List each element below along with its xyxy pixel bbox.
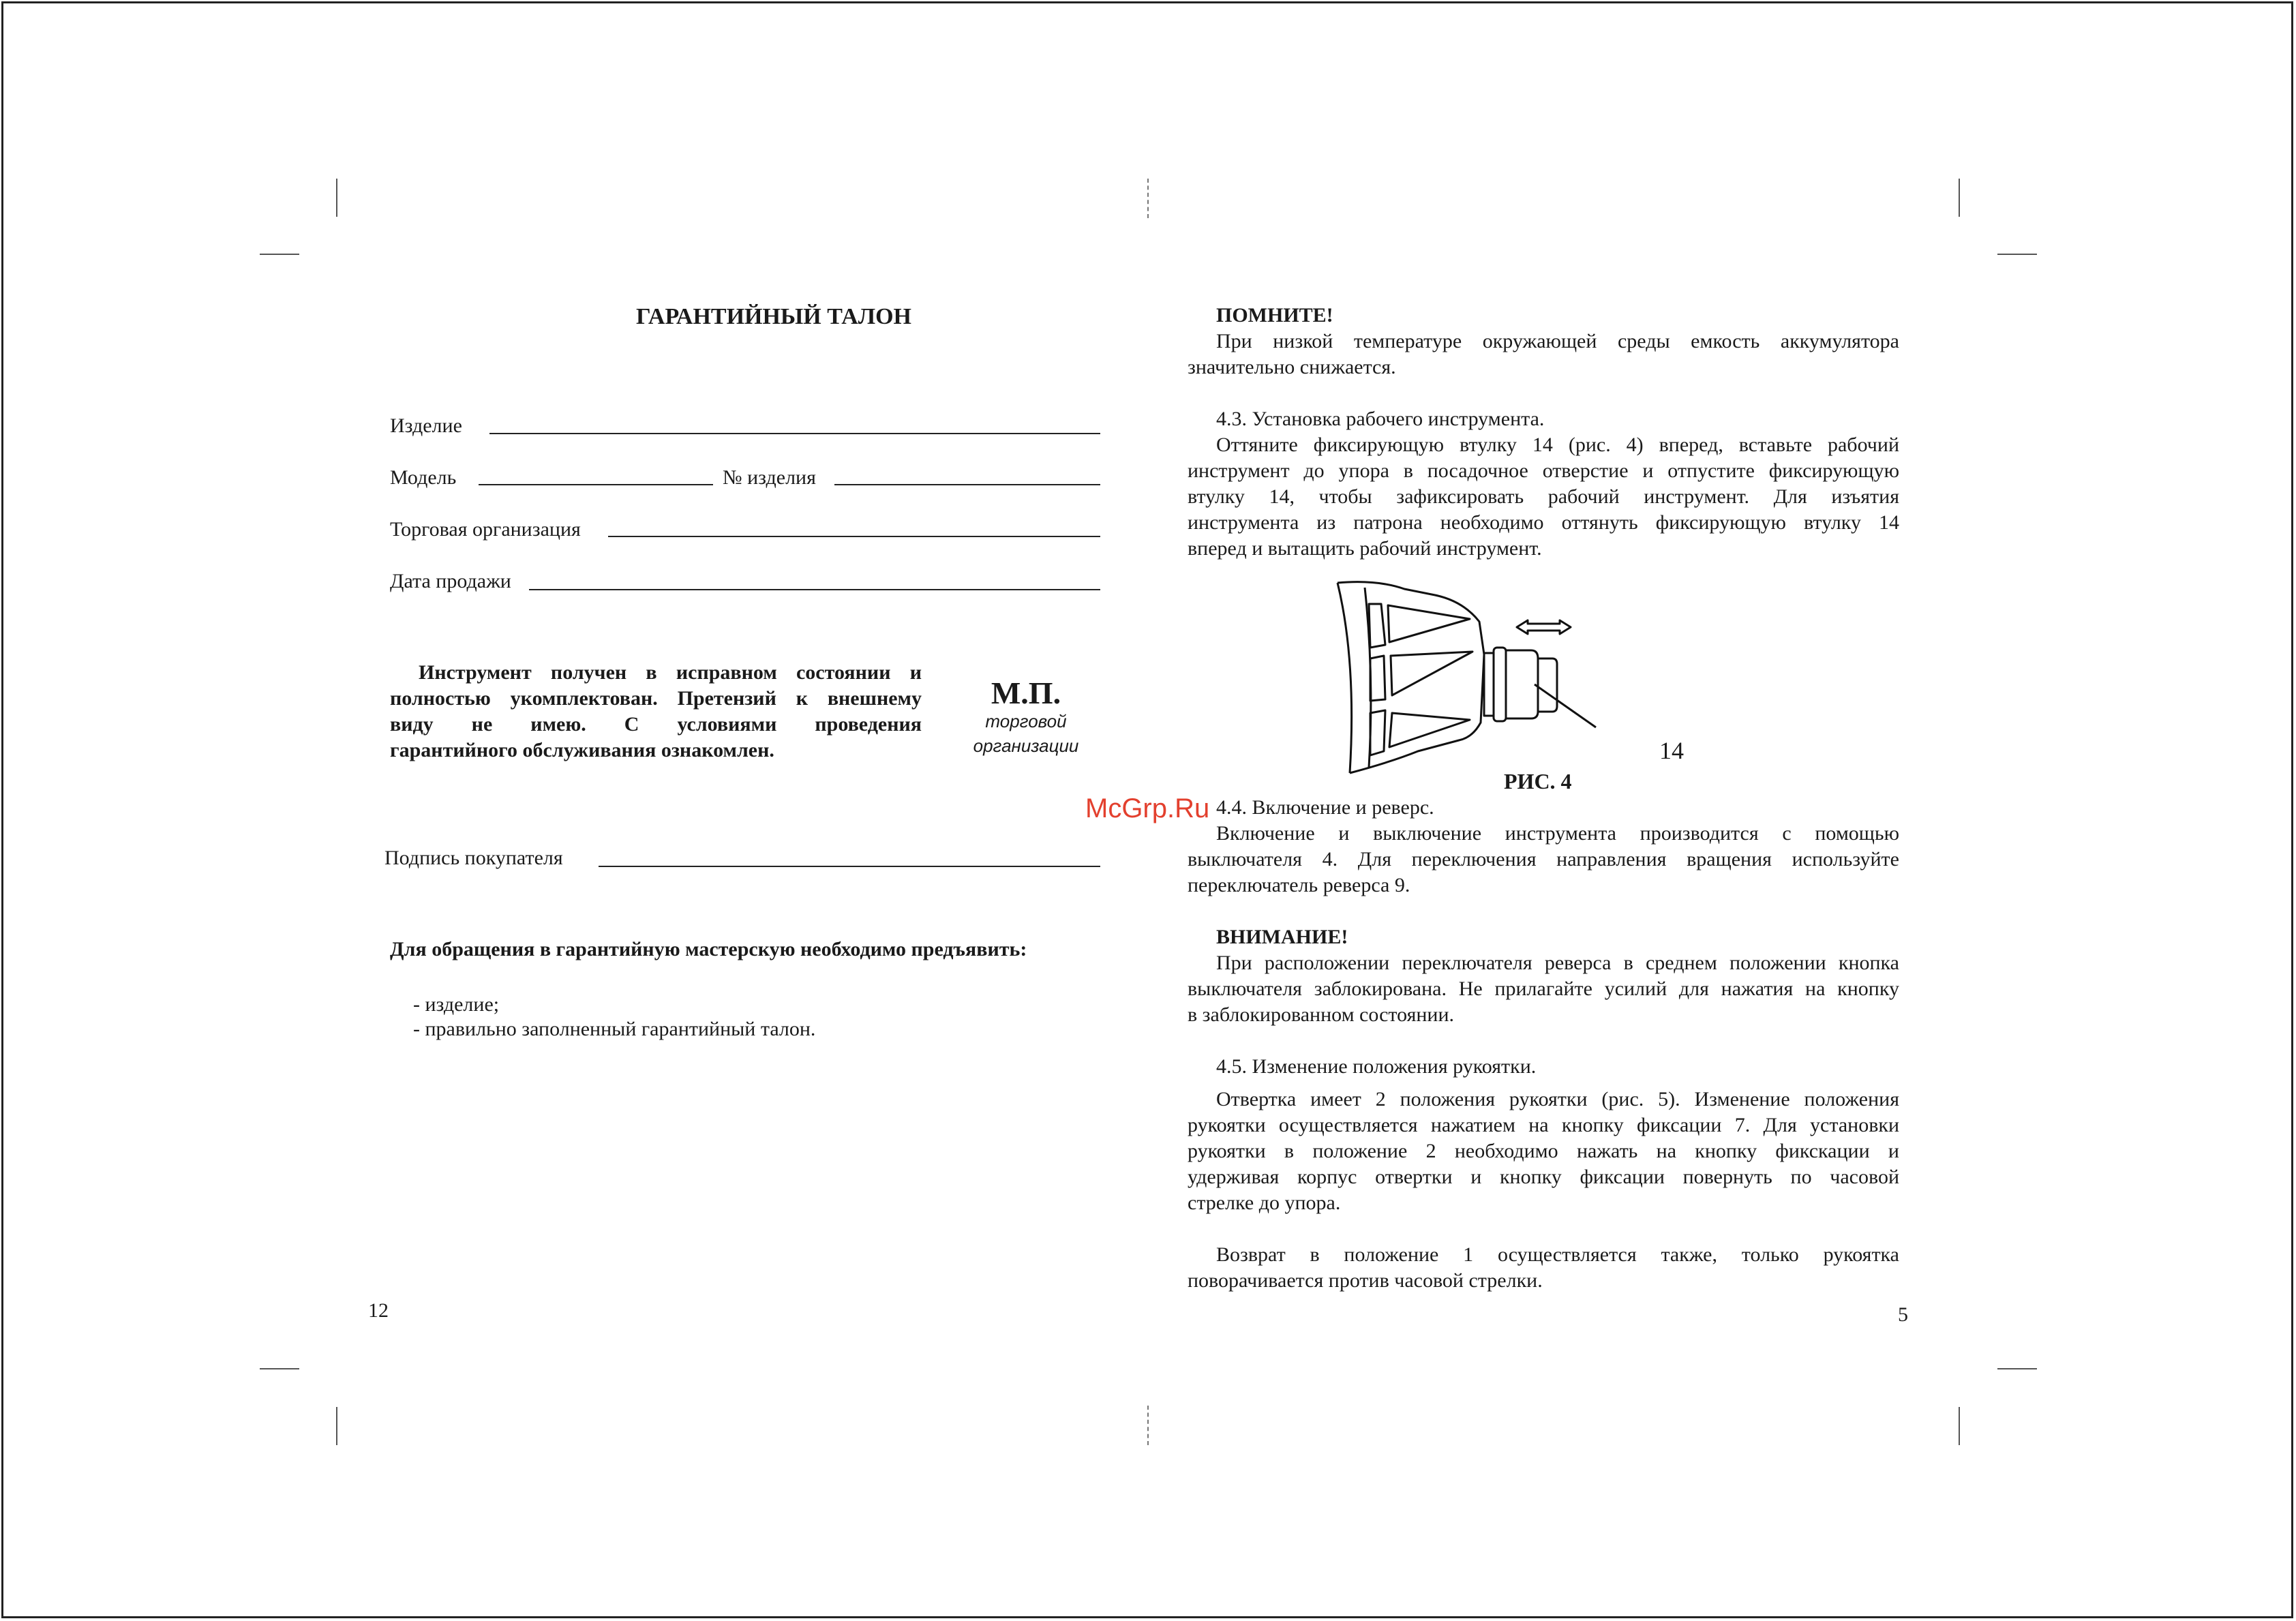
product-line[interactable]	[489, 433, 1100, 434]
service-item: - изделие;	[413, 993, 500, 1016]
sale-date-line[interactable]	[529, 589, 1100, 590]
figure-4-drill	[1329, 579, 1684, 777]
trade-org-line[interactable]	[608, 536, 1100, 537]
serial-line[interactable]	[834, 484, 1100, 485]
crop-mark	[1959, 179, 1960, 217]
figure-caption: РИС. 4	[1504, 769, 1572, 793]
signature-line[interactable]	[599, 866, 1100, 867]
serial-label: № изделия	[723, 466, 816, 489]
fold-mark	[1147, 179, 1149, 218]
crop-mark	[336, 1407, 337, 1445]
sale-date-label: Дата продажи	[390, 570, 511, 592]
crop-mark	[336, 179, 337, 217]
stamp-caption: торговой организации	[973, 711, 1079, 756]
sec44-title: 4.4. Включение и реверс.	[1216, 796, 1434, 819]
crop-mark	[1997, 1368, 2037, 1369]
crop-mark	[1959, 1407, 1960, 1445]
crop-mark	[1997, 254, 2037, 255]
signature-label: Подпись покупателя	[384, 847, 563, 869]
acceptance-statement: Инструмент получен в исправном состоянии и полностью укомплектован. Претензий к внешнему виду не имею. С условиями проведения гарантийного обслуживания ознакомлен.	[390, 661, 922, 761]
fold-mark	[1147, 1406, 1149, 1445]
trade-org-label: Торговая организация	[390, 518, 581, 541]
crop-mark	[260, 254, 299, 255]
right-column-lower: 4.4. Включение и реверс. Включение и выключение инструмента производится с помощью выключателя 4. Для переключения направления вращения используйте переключатель реверса 9. ВНИМАНИЕ! При расположении переключателя реверса в среднем положении кнопка выключателя заблокирована. Не прилагайте усилий для нажатия на кнопку в заблокированном состоянии. 4.5. Изменение положения рукоятки. Отвертка имеет 2 положения рукоятки (рис. 5). Изменение положения рукоятки осуществляется нажатием на кнопку фиксации 7. Для установки рукоятки в положение 2 необходимо нажать на кнопку фикскации и удерживая корпус отвертки и кнопку фиксации повернуть по часовой стрелке до упора. Возврат в положение 1 осуществляется также, только рукоятка поворачивается против часовой стрелки.	[1188, 796, 1899, 1292]
page-number-left: 12	[368, 1299, 389, 1322]
figure-callout: 14	[1659, 737, 1684, 764]
right-column: ПОМНИТЕ! При низкой температуре окружающей среды емкость аккумулятора значительно снижается. 4.3. Установка рабочего инструмента. Оттяните фиксирующую втулку 14 (рис. 4) вперед, вставьте рабочий инструмент до упора в посадочное отверстие и отпустите фиксирующую втулку 14, чтобы зафиксировать рабочий инструмент. Для изъятия инструмента из патрона необходимо оттянуть фиксирующую втулку 14 вперед и вытащить рабочий инструмент.	[1188, 304, 1899, 560]
model-label: Модель	[390, 466, 457, 489]
service-item: - правильно заполненный гарантийный талон.	[413, 1018, 816, 1040]
watermark[interactable]: McGrp.Ru	[1085, 793, 1210, 823]
service-heading: Для обращения в гарантийную мастерскую необходимо предъявить:	[390, 938, 1027, 960]
sec43-title: 4.3. Установка рабочего инструмента.	[1216, 408, 1545, 430]
sec45-title: 4.5. Изменение положения рукоятки.	[1216, 1055, 1537, 1078]
product-label: Изделие	[390, 414, 462, 437]
page-number-right: 5	[1898, 1303, 1908, 1326]
remember-heading: ПОМНИТЕ!	[1216, 304, 1333, 327]
crop-mark	[260, 1368, 299, 1369]
model-line[interactable]	[479, 484, 713, 485]
stamp-mp: М.П.	[991, 676, 1061, 710]
page-title: ГАРАНТИЙНЫЙ ТАЛОН	[635, 304, 911, 329]
attention-heading: ВНИМАНИЕ!	[1216, 926, 1348, 948]
